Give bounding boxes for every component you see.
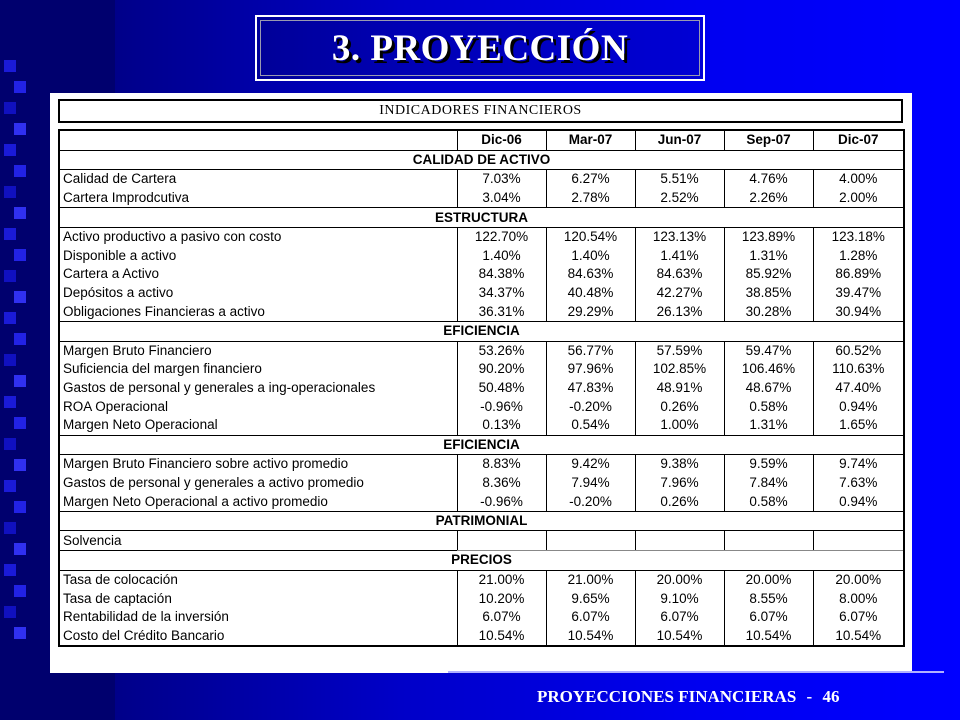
table-row: [59, 608, 904, 627]
row-value: 39.47%: [813, 284, 904, 303]
row-label: Solvencia: [59, 531, 457, 551]
decorative-square: [14, 459, 26, 471]
footer-separator: -: [806, 687, 813, 706]
row-value: 123.89%: [724, 227, 813, 246]
decorative-square: [4, 606, 16, 618]
decorative-square: [14, 585, 26, 597]
row-value: 6.07%: [546, 608, 635, 627]
row-label: Margen Neto Operacional a activo promedio: [59, 492, 457, 511]
decorative-square: [14, 291, 26, 303]
section-title: EFICIENCIA: [59, 435, 904, 455]
row-value: 5.51%: [635, 170, 724, 189]
decorative-square: [14, 249, 26, 261]
section-header-row: [59, 551, 904, 571]
row-value: 0.26%: [635, 492, 724, 511]
row-label: Gastos de personal y generales a ing-operacionales: [59, 379, 457, 398]
row-value: 1.28%: [813, 247, 904, 266]
row-value: 0.58%: [724, 397, 813, 416]
row-label: Depósitos a activo: [59, 284, 457, 303]
row-value: 6.07%: [813, 608, 904, 627]
row-label: Cartera Improdcutiva: [59, 189, 457, 208]
row-value: 9.38%: [635, 455, 724, 474]
column-header: Dic-07: [813, 130, 904, 150]
row-value: 84.63%: [546, 265, 635, 284]
table-row: [59, 302, 904, 321]
row-value: [457, 531, 546, 551]
row-value: 123.18%: [813, 227, 904, 246]
row-value: 2.78%: [546, 189, 635, 208]
row-label: Suficiencia del margen financiero: [59, 360, 457, 379]
row-value: 6.07%: [724, 608, 813, 627]
decorative-square: [14, 165, 26, 177]
row-label: Margen Neto Operacional: [59, 416, 457, 435]
decorative-square: [4, 102, 16, 114]
row-value: [813, 531, 904, 551]
row-value: 10.54%: [813, 626, 904, 646]
row-value: 85.92%: [724, 265, 813, 284]
decorative-square: [4, 270, 16, 282]
row-value: 1.31%: [724, 247, 813, 266]
column-header: Mar-07: [546, 130, 635, 150]
row-value: 0.54%: [546, 416, 635, 435]
row-value: 8.00%: [813, 589, 904, 608]
row-value: 10.54%: [546, 626, 635, 646]
indicators-panel: [50, 93, 912, 673]
decorative-square: [4, 144, 16, 156]
row-value: 0.94%: [813, 492, 904, 511]
row-value: 7.03%: [457, 170, 546, 189]
section-title: EFICIENCIA: [59, 321, 904, 341]
row-label: Tasa de colocación: [59, 570, 457, 589]
row-value: 57.59%: [635, 341, 724, 360]
slide-footer: [537, 687, 845, 707]
row-value: 21.00%: [457, 570, 546, 589]
table-row: [59, 626, 904, 646]
row-label: Calidad de Cartera: [59, 170, 457, 189]
row-value: 36.31%: [457, 302, 546, 321]
table-row: [59, 397, 904, 416]
section-header-row: [59, 208, 904, 228]
row-value: 2.52%: [635, 189, 724, 208]
row-value: 48.91%: [635, 379, 724, 398]
decorative-square: [4, 228, 16, 240]
row-value: 9.10%: [635, 589, 724, 608]
row-label: Cartera a Activo: [59, 265, 457, 284]
column-header-label: [59, 130, 457, 150]
row-value: 1.41%: [635, 247, 724, 266]
decorative-square: [4, 396, 16, 408]
row-value: -0.96%: [457, 492, 546, 511]
decorative-square: [4, 438, 16, 450]
row-value: 110.63%: [813, 360, 904, 379]
row-value: 40.48%: [546, 284, 635, 303]
row-value: 123.13%: [635, 227, 724, 246]
row-value: -0.20%: [546, 492, 635, 511]
row-value: 10.54%: [635, 626, 724, 646]
decorative-square: [4, 480, 16, 492]
table-row: [59, 360, 904, 379]
decorative-square: [14, 543, 26, 555]
decorative-square: [14, 501, 26, 513]
row-value: 1.65%: [813, 416, 904, 435]
row-value: 48.67%: [724, 379, 813, 398]
row-label: Disponible a activo: [59, 247, 457, 266]
section-header-row: [59, 511, 904, 531]
row-value: 0.94%: [813, 397, 904, 416]
row-value: -0.96%: [457, 397, 546, 416]
page-number: 46: [822, 687, 840, 706]
footer-title: PROYECCIONES FINANCIERAS: [537, 687, 797, 706]
table-row: [59, 379, 904, 398]
row-value: 9.74%: [813, 455, 904, 474]
section-header-row: [59, 321, 904, 341]
row-value: 0.58%: [724, 492, 813, 511]
table-row: [59, 492, 904, 511]
table-row: [59, 284, 904, 303]
row-value: 60.52%: [813, 341, 904, 360]
row-value: 7.63%: [813, 474, 904, 493]
row-value: 6.27%: [546, 170, 635, 189]
row-value: 4.00%: [813, 170, 904, 189]
decorative-square: [14, 207, 26, 219]
row-value: 2.00%: [813, 189, 904, 208]
column-header: Sep-07: [724, 130, 813, 150]
row-value: 120.54%: [546, 227, 635, 246]
row-value: 9.59%: [724, 455, 813, 474]
row-value: 0.13%: [457, 416, 546, 435]
table-row: [59, 265, 904, 284]
row-value: 97.96%: [546, 360, 635, 379]
section-title: PRECIOS: [59, 551, 904, 571]
decorative-square: [4, 60, 16, 72]
row-label: Gastos de personal y generales a activo promedio: [59, 474, 457, 493]
row-value: 30.94%: [813, 302, 904, 321]
decorative-square: [14, 333, 26, 345]
row-value: 20.00%: [724, 570, 813, 589]
row-value: 6.07%: [635, 608, 724, 627]
row-value: 7.94%: [546, 474, 635, 493]
row-value: 8.55%: [724, 589, 813, 608]
row-value: 29.29%: [546, 302, 635, 321]
table-row: [59, 170, 904, 189]
row-label: Margen Bruto Financiero: [59, 341, 457, 360]
row-label: Activo productivo a pasivo con costo: [59, 227, 457, 246]
row-value: [635, 531, 724, 551]
decorative-square: [4, 186, 16, 198]
decorative-square: [14, 375, 26, 387]
row-value: 10.20%: [457, 589, 546, 608]
row-value: [546, 531, 635, 551]
row-value: 53.26%: [457, 341, 546, 360]
table-row: [59, 247, 904, 266]
row-value: [724, 531, 813, 551]
row-value: 2.26%: [724, 189, 813, 208]
section-title: PATRIMONIAL: [59, 511, 904, 531]
row-value: 50.48%: [457, 379, 546, 398]
column-header: Jun-07: [635, 130, 724, 150]
row-value: 34.37%: [457, 284, 546, 303]
row-value: 106.46%: [724, 360, 813, 379]
section-header-row: [59, 435, 904, 455]
row-value: 38.85%: [724, 284, 813, 303]
row-value: 47.83%: [546, 379, 635, 398]
row-value: 1.00%: [635, 416, 724, 435]
row-value: 90.20%: [457, 360, 546, 379]
row-value: 1.40%: [546, 247, 635, 266]
row-value: 10.54%: [457, 626, 546, 646]
indicators-table: [58, 129, 905, 647]
row-value: 122.70%: [457, 227, 546, 246]
row-value: -0.20%: [546, 397, 635, 416]
row-value: 84.38%: [457, 265, 546, 284]
row-label: Rentabilidad de la inversión: [59, 608, 457, 627]
row-label: Obligaciones Financieras a activo: [59, 302, 457, 321]
table-row: [59, 189, 904, 208]
row-value: 30.28%: [724, 302, 813, 321]
row-value: 59.47%: [724, 341, 813, 360]
row-value: 10.54%: [724, 626, 813, 646]
row-value: 20.00%: [635, 570, 724, 589]
row-value: 1.40%: [457, 247, 546, 266]
row-value: 56.77%: [546, 341, 635, 360]
row-value: 26.13%: [635, 302, 724, 321]
slide-title: 3. PROYECCIÓN: [331, 27, 629, 69]
row-value: 7.84%: [724, 474, 813, 493]
table-row: [59, 589, 904, 608]
row-value: 86.89%: [813, 265, 904, 284]
row-label: Tasa de captación: [59, 589, 457, 608]
row-value: 3.04%: [457, 189, 546, 208]
row-value: 9.42%: [546, 455, 635, 474]
section-title: CALIDAD DE ACTIVO: [59, 150, 904, 170]
decorative-square: [14, 81, 26, 93]
decorative-square: [14, 123, 26, 135]
title-box: [255, 15, 705, 81]
row-label: Margen Bruto Financiero sobre activo promedio: [59, 455, 457, 474]
row-value: 47.40%: [813, 379, 904, 398]
row-value: 20.00%: [813, 570, 904, 589]
table-heading-box: [58, 99, 903, 123]
decorative-square: [14, 417, 26, 429]
table-row: [59, 227, 904, 246]
decorative-square: [4, 354, 16, 366]
row-label: ROA Operacional: [59, 397, 457, 416]
column-header-row: [59, 130, 904, 150]
row-value: 8.83%: [457, 455, 546, 474]
table-row: [59, 341, 904, 360]
table-heading: INDICADORES FINANCIEROS: [379, 103, 582, 118]
table-row: [59, 416, 904, 435]
row-value: 42.27%: [635, 284, 724, 303]
row-value: 8.36%: [457, 474, 546, 493]
footer-rule: [448, 671, 944, 673]
row-value: 84.63%: [635, 265, 724, 284]
table-row: [59, 531, 904, 551]
row-value: 9.65%: [546, 589, 635, 608]
row-value: 102.85%: [635, 360, 724, 379]
column-header: Dic-06: [457, 130, 546, 150]
decorative-square: [14, 627, 26, 639]
row-value: 1.31%: [724, 416, 813, 435]
section-header-row: [59, 150, 904, 170]
row-value: 0.26%: [635, 397, 724, 416]
decorative-square: [4, 564, 16, 576]
decorative-square: [4, 522, 16, 534]
section-title: ESTRUCTURA: [59, 208, 904, 228]
row-label: Costo del Crédito Bancario: [59, 626, 457, 646]
table-row: [59, 570, 904, 589]
row-value: 7.96%: [635, 474, 724, 493]
table-row: [59, 455, 904, 474]
decorative-square: [4, 312, 16, 324]
table-row: [59, 474, 904, 493]
row-value: 21.00%: [546, 570, 635, 589]
row-value: 4.76%: [724, 170, 813, 189]
row-value: 6.07%: [457, 608, 546, 627]
